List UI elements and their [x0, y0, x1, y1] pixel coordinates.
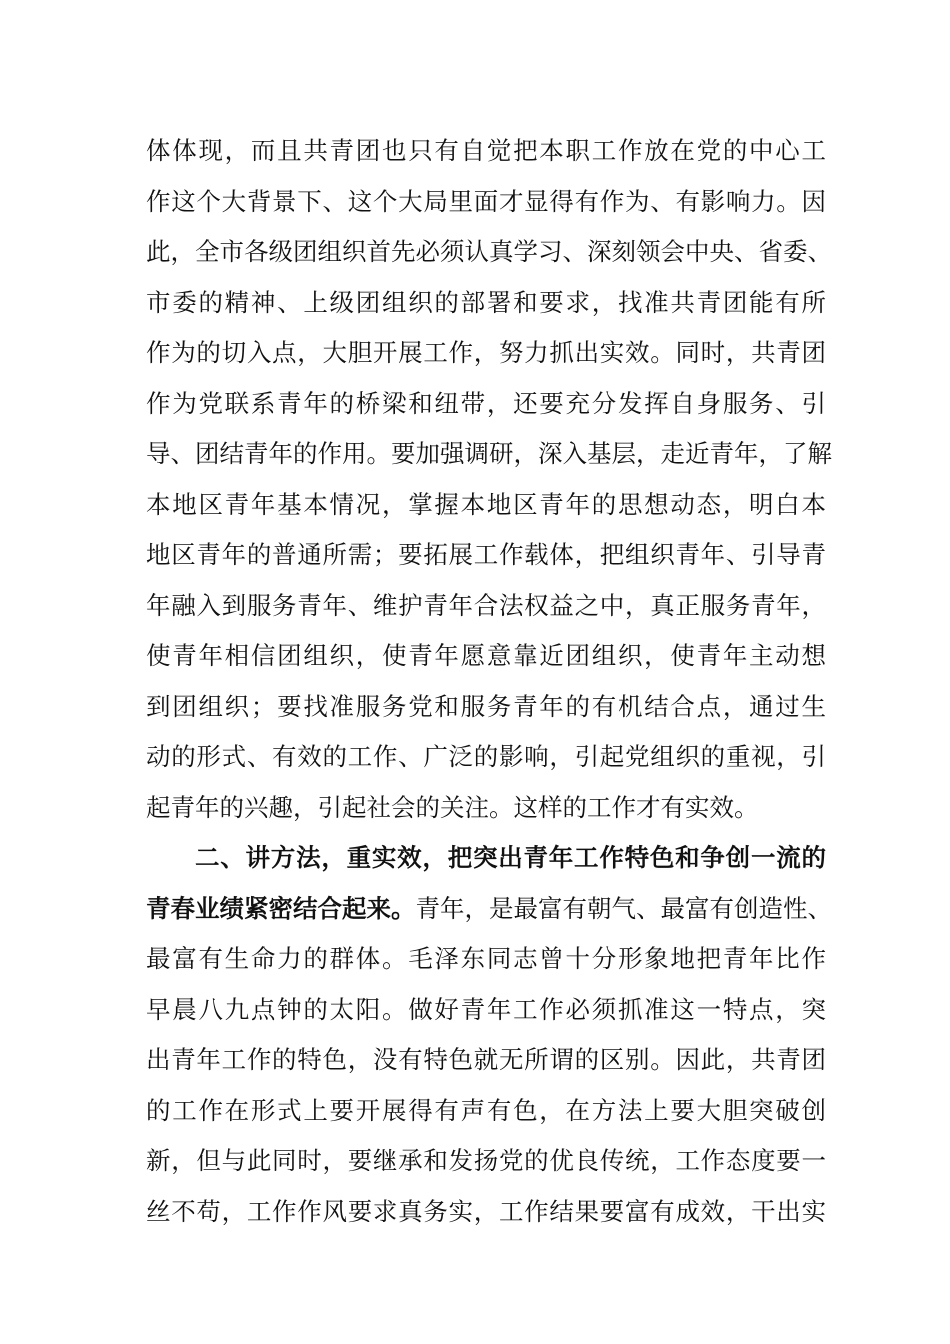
text-line: [146, 884, 832, 935]
section-heading-continuation: 青春业绩紧密结合起来。: [146, 893, 416, 923]
text-line: 动的形式、有效的工作、广泛的影响，引起党组织的重视，引: [146, 742, 826, 771]
text-line: 出青年工作的特色，没有特色就无所谓的区别。因此，共青团: [146, 1045, 826, 1074]
text-line: 此，全市各级团组织首先必须认真学习、深刻领会中央、省委、: [146, 237, 832, 266]
text-line: 丝不苟，工作作风要求真务实，工作结果要富有成效，干出实: [146, 1196, 826, 1226]
document-body: [146, 126, 832, 1237]
text-line: 地区青年的普通所需；要拓展工作载体，把组织青年、引导青: [146, 540, 826, 569]
text-line: 导、团结青年的作用。要加强调研，深入基层，走近青年，了解: [146, 439, 832, 468]
paragraph-2: [146, 833, 832, 1237]
text-line: 本地区青年基本情况，掌握本地区青年的思想动态，明白本: [146, 489, 826, 519]
text-line: 作为的切入点，大胆开展工作，努力抓出实效。同时，共青团: [146, 338, 826, 367]
text-line: 使青年相信团组织，使青年愿意靠近团组织，使青年主动想: [146, 641, 826, 670]
section-heading: 二、讲方法，重实效，把突出青年工作特色和争创一流的: [195, 843, 826, 872]
text-line: 市委的精神、上级团组织的部署和要求，找准共青团能有所: [146, 287, 826, 317]
text-line: 新，但与此同时，要继承和发扬党的优良传统，工作态度要一: [146, 1146, 826, 1175]
text-line: 作为党联系青年的桥梁和纽带，还要充分发挥自身服务、引: [146, 388, 826, 418]
text-line: 年融入到服务青年、维护青年合法权益之中，真正服务青年，: [146, 590, 826, 620]
text-line: 体体现，而且共青团也只有自觉把本职工作放在党的中心工: [146, 136, 826, 165]
text-line: 起青年的兴趣，引起社会的关注。这样的工作才有实效。: [146, 792, 759, 822]
text-line: 早晨八九点钟的太阳。做好青年工作必须抓准这一特点，突: [146, 994, 826, 1024]
text-line: 最富有生命力的群体。毛泽东同志曾十分形象地把青年比作: [146, 944, 826, 973]
paragraph-1: [146, 126, 832, 833]
text-line: 作这个大背景下、这个大局里面才显得有作为、有影响力。因: [146, 186, 826, 216]
text-line: 的工作在形式上要开展得有声有色，在方法上要大胆突破创: [146, 1095, 826, 1125]
text-run: 青年，是最富有朝气、最富有创造性、: [415, 893, 832, 923]
text-line: 到团组织；要找准服务党和服务青年的有机结合点，通过生: [146, 691, 826, 721]
